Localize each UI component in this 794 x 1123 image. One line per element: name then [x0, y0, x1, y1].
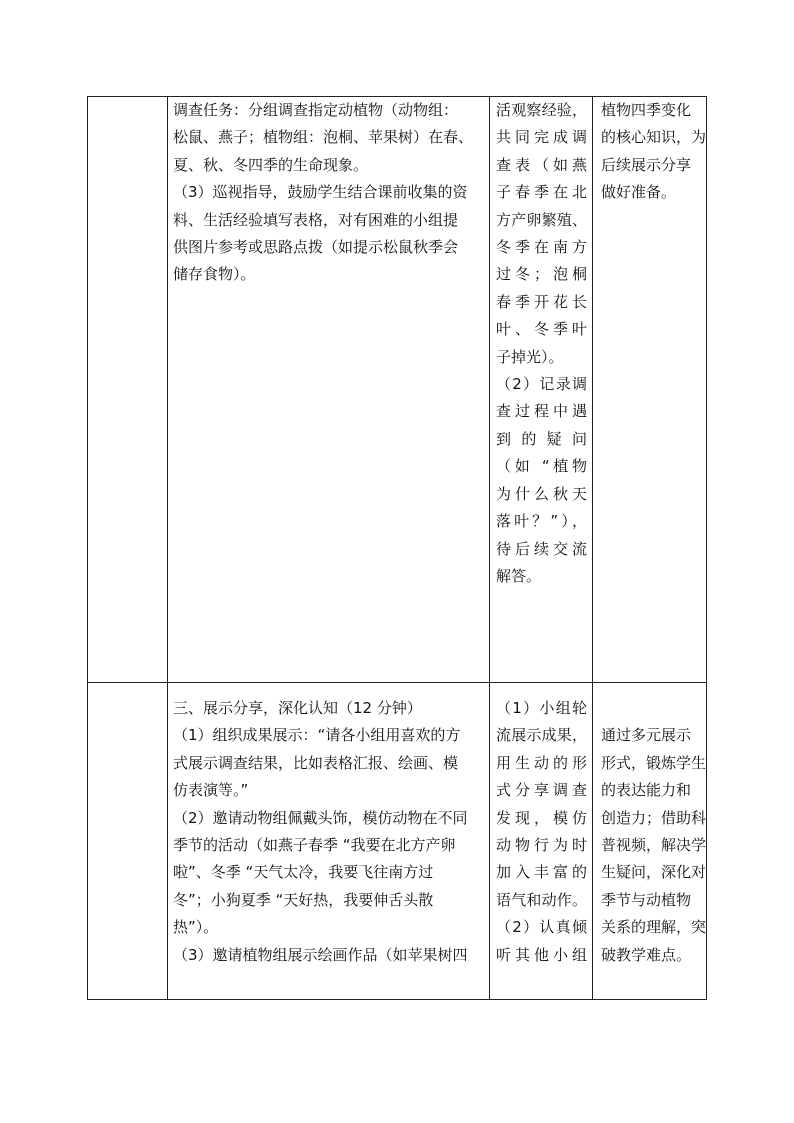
text-line: 形式，锻炼学生	[601, 753, 707, 772]
text-line: 查表（如燕	[496, 155, 587, 174]
text-line: 加入丰富的	[496, 863, 587, 882]
text-line: 共同完成调	[496, 128, 587, 147]
text-line: 方产卵繁殖、	[496, 210, 587, 229]
text-line: 供图片参考或思路点拨（如提示松鼠秋季会	[173, 238, 459, 257]
table-row	[88, 683, 707, 1000]
text-line: 季节与动植物	[601, 890, 692, 909]
text-line: 通过多元展示	[601, 726, 692, 745]
text-line: 动物行为时	[496, 836, 587, 855]
student-activity-cell	[490, 683, 593, 1000]
text-line: 松鼠、燕子；植物组：泡桐、苹果树）在春、	[173, 128, 474, 147]
text-line: 夏、秋、冬四季的生命现象。	[173, 155, 369, 174]
text-line: 做好准备。	[601, 183, 677, 202]
text-line: 解答。	[496, 566, 542, 585]
text-line: （2）记录调	[496, 375, 587, 394]
text-line: （如 “植物	[496, 457, 587, 476]
text-line: 过冬；泡桐	[496, 265, 587, 284]
text-line: 储存食物）。	[173, 265, 256, 284]
text-line: 冬”；小狗夏季 “天好热，我要伸舌头散	[173, 890, 434, 909]
text-line: （2）邀请动物组佩戴头饰，模仿动物在不同	[173, 808, 468, 827]
text-line: （1）小组轮	[496, 699, 587, 717]
text-line: 仿表演等。”	[173, 781, 249, 800]
text-line: 用生动的形	[496, 753, 587, 772]
text-line: 调查任务：分组调查指定动植物（动物组：	[173, 101, 459, 119]
text-line: 后续展示分享	[601, 155, 692, 174]
teacher-activity-cell	[168, 97, 490, 683]
text-line: 热”）。	[173, 918, 219, 937]
text-line: 料、生活经验填写表格，对有困难的小组提	[173, 210, 459, 229]
section-title: 三、展示分享，深化认知（12 分钟）	[173, 699, 422, 717]
text-line: 创造力；借助科	[601, 808, 707, 827]
text-line: 听其他小组	[496, 945, 587, 964]
text-line: 子春季在北	[496, 183, 587, 202]
student-activity-cell	[490, 97, 593, 683]
text-line: 春季开花长	[496, 292, 587, 311]
text-line: 式分享调查	[496, 781, 587, 800]
design-intent-cell	[593, 683, 707, 1000]
text-line: 关系的理解，突	[601, 918, 707, 937]
teacher-activity-cell	[168, 683, 490, 1000]
text-line: 语气和动作。	[496, 890, 587, 909]
text-line: 生疑问，深化对	[601, 863, 707, 882]
text-line: 发现，模仿	[496, 808, 587, 827]
text-line: （3）巡视指导，鼓励学生结合课前收集的资	[173, 183, 468, 202]
empty-stage-cell	[88, 97, 168, 683]
text-line: （3）邀请植物组展示绘画作品（如苹果树四	[173, 945, 468, 964]
text-line: 到 的 疑 问	[496, 429, 587, 448]
text-line: 的表达能力和	[601, 781, 692, 800]
text-line: 普视频，解决学	[601, 836, 707, 855]
text-line: 活观察经验，	[496, 101, 587, 119]
text-line: 待后续交流	[496, 539, 587, 558]
lesson-plan-table	[87, 96, 707, 1000]
text-line: 查过程中遇	[496, 402, 587, 421]
text-line: 冬季在南方	[496, 238, 587, 257]
text-line: 为什么秋天	[496, 484, 587, 503]
text-line: 子掉光）。	[496, 347, 564, 366]
text-line: 的核心知识，为	[601, 128, 707, 147]
text-line: 破教学难点。	[601, 945, 692, 964]
text-line: （2）认真倾	[496, 918, 587, 937]
text-line: 流展示成果，	[496, 726, 587, 745]
empty-stage-cell	[88, 683, 168, 1000]
text-line: 叶、冬季叶	[496, 320, 587, 339]
text-line: 啦”、冬季 “天气太冷，我要飞往南方过	[173, 863, 434, 882]
text-line: 式展示调查结果，比如表格汇报、绘画、模	[173, 753, 459, 772]
table-row	[88, 97, 707, 683]
text-line: 植物四季变化	[601, 101, 692, 119]
design-intent-cell	[593, 97, 707, 683]
text-line: （1）组织成果展示：“请各小组用喜欢的方	[173, 726, 461, 745]
text-line: 落叶？”），	[496, 512, 587, 531]
text-line: 季节的活动（如燕子春季 “我要在北方产卵	[173, 836, 456, 855]
